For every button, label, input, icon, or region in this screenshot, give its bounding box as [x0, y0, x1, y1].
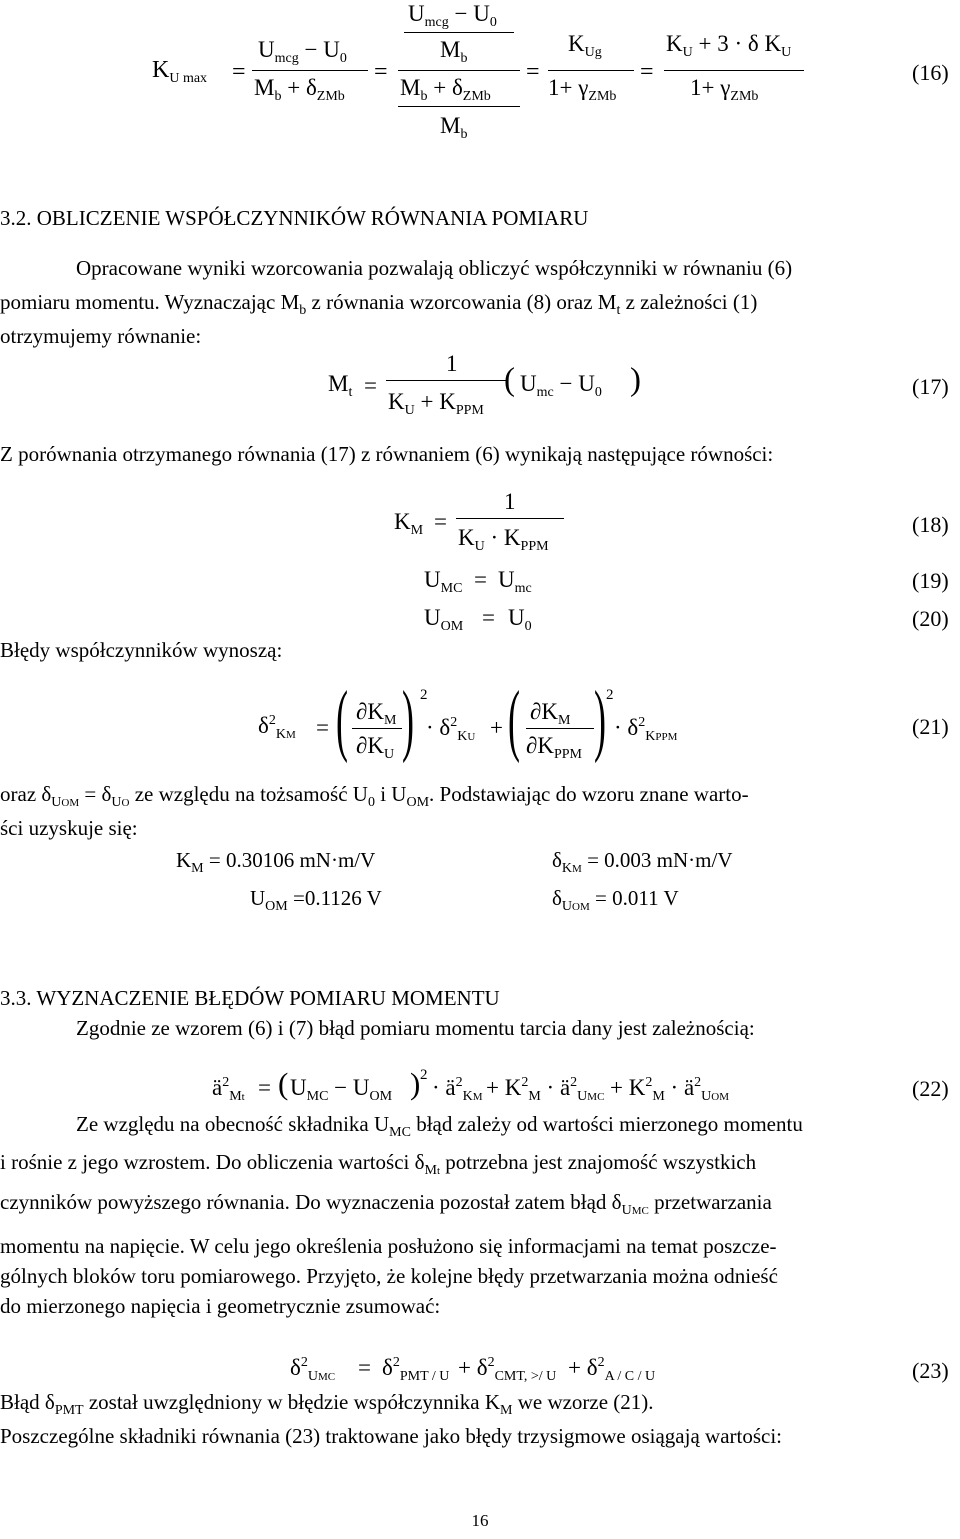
eq22-left-paren: (	[278, 1066, 289, 1101]
eq19-equals: =	[474, 567, 487, 592]
paragraph-3-line-2: ści uzyskuje się:	[0, 816, 138, 840]
eq16-f3-numerator: $K_{Ug}$	[568, 31, 602, 60]
eq21-number: (21)	[912, 714, 949, 739]
eq21-d1-denominator: $\partial K_U$	[356, 733, 395, 762]
value-km: $K_M = 0.30106$ mN·m/V	[176, 848, 376, 876]
value-delta-km: $\delta_{KM} = 0.003$ mN·m/V	[552, 848, 733, 876]
eq16-equals-2: =	[374, 59, 388, 85]
eq16-f4-bar	[664, 70, 804, 71]
paragraph-5-line-6: do mierzonego napięcia i geometrycznie zsumować:	[0, 1294, 441, 1318]
eq16-f4-numerator: $K_U + 3 \cdot \delta$ $K_U$	[666, 31, 792, 60]
eq17-equals: =	[364, 373, 377, 398]
eq21-left-paren-2: (	[508, 676, 520, 764]
eq22-parenthesis-content: $U_{MC} - U_{OM}$	[290, 1075, 393, 1104]
eq21-lhs: $\delta^2_{KM}$	[258, 713, 296, 742]
eq21-right-paren-1: )	[402, 676, 414, 764]
eq20-lhs: $U_{OM}$	[424, 605, 464, 634]
paragraph-6: Błąd $\delta_{PMT}$ został uwzględniony w błędzie współczynnika $K_M$ we wzorze (21).	[0, 1390, 654, 1418]
eq18-equals: =	[434, 509, 447, 534]
section-heading-3-2: 3.2. OBLICZENIE WSPÓŁCZYNNIKÓW RÓWNANIA POMIARU	[0, 206, 589, 230]
eq19-rhs: $U_{mc}$	[498, 567, 532, 596]
eq21-d1-bar	[352, 728, 402, 729]
paragraph-5-line-1: Ze względu na obecność składnika $U_{MC}$ błąd zależy od wartości mierzonego momentu	[76, 1112, 803, 1140]
eq16-f2-lowbar	[398, 106, 520, 107]
eq17-lhs: $M_t$	[328, 371, 353, 400]
paragraph-4: Zgodnie ze wzorem (6) i (7) błąd pomiaru momentu tarcia dany jest zależnością:	[76, 1016, 755, 1040]
eq16-f2-mid: $M_b + \delta_{ZMb}$	[400, 75, 491, 104]
eq16-f4-denominator: $1+ \gamma_{ZMb}$	[690, 75, 759, 104]
eq17-numerator: 1	[446, 351, 458, 376]
page-number: 16	[471, 1511, 489, 1530]
eq22-right-paren: )	[410, 1066, 421, 1101]
paragraph-1-line-3: otrzymujemy równanie:	[0, 324, 202, 348]
eq22-term-3: + $K^2_M$ · $ä^2_{UMC}$	[486, 1075, 605, 1104]
eq23-term-c: + $\delta^2_{A / C / U}$	[568, 1355, 656, 1384]
eq21-exp-1: 2	[420, 687, 428, 703]
eq21-right-paren-2: )	[594, 676, 606, 764]
eq16-f1-denominator: $M_b + \delta_{ZMb}$	[254, 75, 345, 104]
value-delta-uom: $\delta_{UOM} = 0.011$ V	[552, 886, 679, 914]
paragraph-7: Poszczególne składniki równania (23) traktowane jako błędy trzysigmowe osiągają wartości:	[0, 1424, 783, 1448]
eq21-plus: +	[490, 715, 503, 740]
eq22-equals: =	[258, 1075, 271, 1100]
eq17-left-paren: (	[504, 362, 515, 398]
eq16-equals-3: =	[526, 59, 540, 85]
paragraph-3-line-1: oraz $\delta_{UOM} = \delta_{UO}$ ze względu na tożsamość $U_0$ i $U_{OM}$. Podstawiając do wzoru znane warto-	[0, 782, 749, 810]
eq21-d1-numerator: $\partial K_M$	[356, 699, 397, 728]
eq16-f3-denominator: $1+ \gamma_{ZMb}$	[548, 75, 617, 104]
eq16-f3-bar	[548, 70, 634, 71]
eq18-denominator: $K_U \cdot K_{PPM}$	[458, 525, 549, 554]
eq21-term-2: · $\delta^2_{KPPM}$	[614, 715, 678, 744]
paragraph-2: Z porównania otrzymanego równania (17) z równaniem (6) wynikają następujące równości:	[0, 442, 774, 466]
eq21-d2-numerator: $\partial K_M$	[530, 699, 571, 728]
eq22-paren-exp: 2	[420, 1067, 428, 1083]
section-heading-3-3: 3.3. WYZNACZENIE BŁĘDÓW POMIARU MOMENTU	[0, 986, 500, 1010]
value-uom: $U_{OM} =0.1126$ V	[250, 886, 382, 914]
eq22-number: (22)	[912, 1076, 949, 1101]
eq17-right-paren: )	[630, 362, 641, 398]
eq16-lhs: $K_{U max}$	[152, 57, 208, 86]
eq16-f2-bottom: $M_b$	[440, 113, 468, 142]
eq23-term-b: + $\delta^2_{CMT, >/ U}$	[458, 1355, 557, 1384]
paragraph-5-line-4: momentu na napięcie. W celu jego określenia posłużono się informacjami na temat poszcze-	[0, 1234, 777, 1258]
eq21-exp-2: 2	[606, 687, 614, 703]
eq23-number: (23)	[912, 1358, 949, 1383]
eq16-f2-mainbar	[398, 70, 520, 71]
eq16-f1-numerator: $U_{mcg} - U_0$	[258, 37, 347, 66]
eq18-number: (18)	[912, 512, 949, 537]
eq21-equals: =	[316, 715, 329, 740]
eq17-parenthesis-content: $U_{mc} - U_0$	[520, 371, 602, 400]
eq16-f1-bar	[252, 70, 368, 71]
eq23-term-a: $\delta^2_{PMT / U}$	[382, 1355, 450, 1384]
eq20-equals: =	[482, 605, 495, 630]
eq16-equals-4: =	[640, 59, 654, 85]
eq18-numerator: 1	[504, 489, 516, 514]
eq18-bar	[456, 518, 564, 519]
eq23-lhs: $\delta^2_{UMC}$	[290, 1355, 336, 1384]
eq16-number: (16)	[912, 60, 949, 85]
eq16-equals-1: =	[232, 59, 246, 85]
eq17-number: (17)	[912, 374, 949, 399]
eq21-d2-bar	[526, 728, 594, 729]
eq20-rhs: $U_0$	[508, 605, 532, 634]
eq17-bar	[386, 380, 508, 381]
paragraph-1-line-2: pomiaru momentu. Wyznaczając $M_b$ z równania wzorcowania (8) oraz $M_t$ z zależności (1)	[0, 290, 758, 318]
eq20-number: (20)	[912, 606, 949, 631]
eq23-equals: =	[358, 1355, 371, 1380]
paragraph-5-line-2: i rośnie z jego wzrostem. Do obliczenia wartości $\delta_{Mt}$ potrzebna jest znajomość wszystkich	[0, 1150, 757, 1178]
eq17-denominator: $K_U + K_{PPM}$	[388, 389, 484, 418]
eq22-term-1: $ä^2_{Mt}$	[212, 1075, 245, 1104]
eq19-lhs: $U_{MC}$	[424, 567, 463, 596]
paragraph-5-line-3: czynników powyższego równania. Do wyznaczenia pozostał zatem błąd $\delta_{UMC}$ przetwarzania	[0, 1190, 772, 1218]
eq16-f2-topden: $M_b$	[440, 37, 468, 66]
eq21-term-1: · $\delta^2_{KU}$	[426, 715, 476, 744]
eq21-d2-denominator: $\partial K_{PPM}$	[526, 733, 583, 762]
eq22-term-2: · $ä^2_{KM}$	[432, 1075, 483, 1104]
eq22-term-4: + $K^2_M$ · $ä^2_{UOM}$	[610, 1075, 730, 1104]
eq19-number: (19)	[912, 568, 949, 593]
eq16-f2-topbar	[404, 32, 514, 33]
errors-label: Błędy współczynników wynoszą:	[0, 638, 283, 662]
paragraph-1-line-1: Opracowane wyniki wzorcowania pozwalają obliczyć współczynniki w równaniu (6)	[76, 256, 793, 280]
eq21-left-paren-1: (	[336, 676, 348, 764]
eq16-f2-top: $U_{mcg} - U_0$	[408, 1, 497, 30]
paragraph-5-line-5: gólnych bloków toru pomiarowego. Przyjęto, że kolejne błędy przetwarzania można odnieść	[0, 1264, 778, 1288]
eq18-lhs: $K_M$	[394, 509, 424, 538]
